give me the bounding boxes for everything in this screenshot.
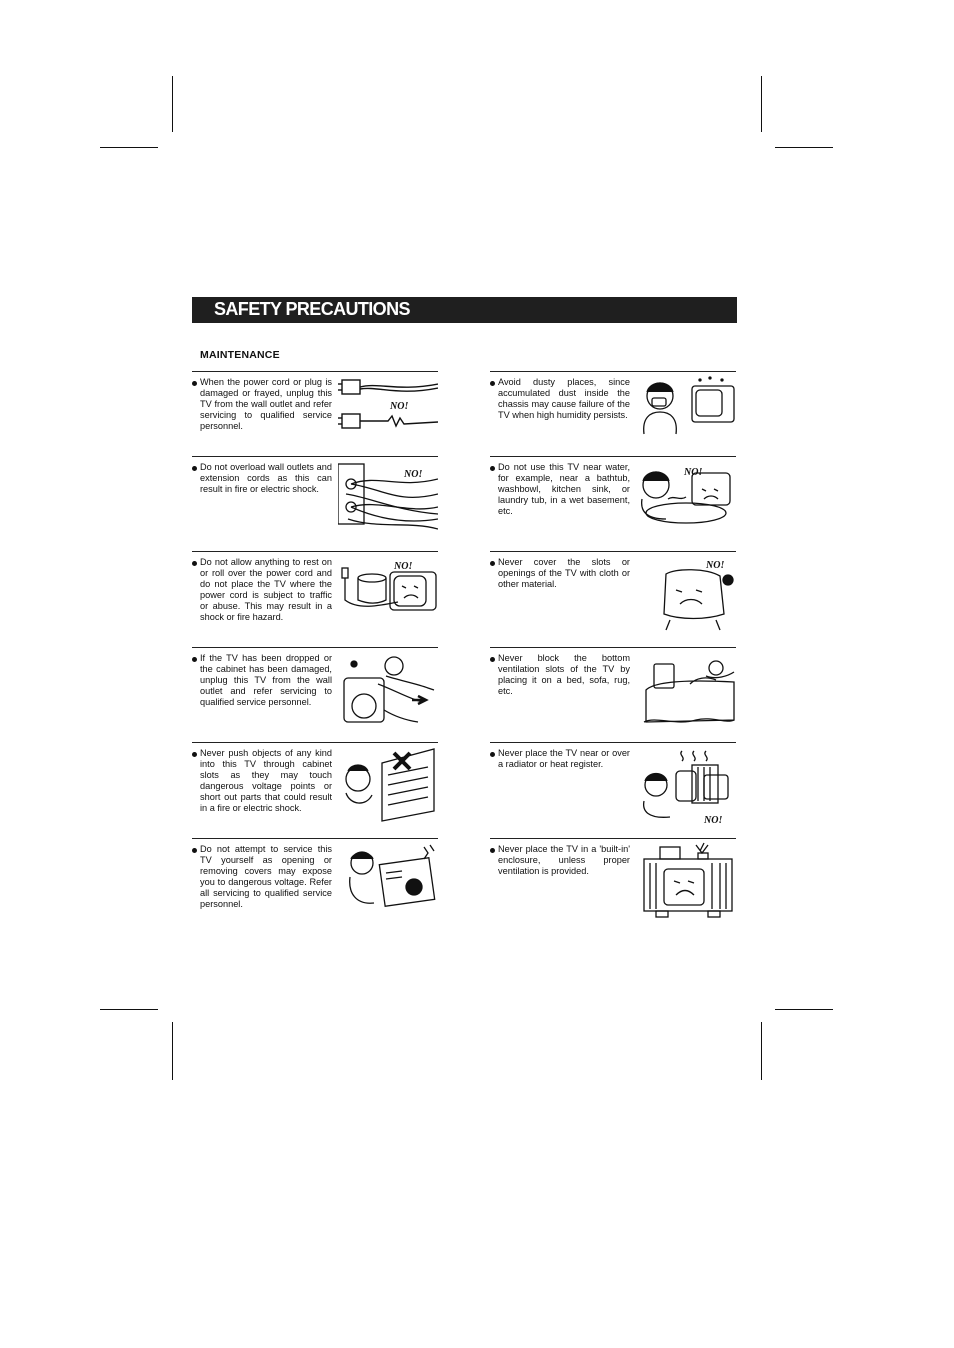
precaution-item <box>490 647 736 742</box>
bullet-icon <box>490 752 495 757</box>
crop-mark <box>775 1009 833 1010</box>
precaution-item <box>490 371 736 466</box>
crop-mark <box>761 1022 762 1080</box>
covered-tv-illustration <box>636 554 736 640</box>
precaution-item <box>490 838 736 933</box>
no-label: NO! <box>390 401 409 412</box>
precaution-item <box>192 551 438 646</box>
near-radiator-illustration <box>636 745 736 831</box>
dusty-place-illustration <box>636 374 736 460</box>
precaution-text: Do not attempt to service this TV yourself as opening or removing covers may expose you to dangerous voltage. Refer all servicing to qualified service personnel. <box>200 844 332 910</box>
bullet-icon <box>192 381 197 386</box>
precaution-text: Never block the bottom ventilation slots of the TV by placing it on a bed, sofa, rug, etc. <box>498 653 630 697</box>
bullet-icon <box>490 381 495 386</box>
crop-mark <box>172 76 173 132</box>
crop-mark <box>100 1009 158 1010</box>
near-water-illustration <box>636 459 736 545</box>
no-label: NO! <box>684 467 703 478</box>
precaution-text: Do not allow anything to rest on or roll over the power cord and do not place the TV where the power cord is subject to traffic or abuse. This may result in a shock or fire hazard. <box>200 557 332 623</box>
bullet-icon <box>192 752 197 757</box>
precaution-item <box>192 838 438 933</box>
precaution-text: Do not use this TV near water, for example, near a bathtub, washbowl, kitchen sink, or laundry tub, in a wet basement, etc. <box>498 462 630 517</box>
page-title: SAFETY PRECAUTIONS <box>214 299 410 319</box>
bullet-icon <box>490 466 495 471</box>
built-in-enclosure-illustration <box>636 841 736 927</box>
no-label: NO! <box>404 469 423 480</box>
dropped-tv-illustration <box>338 650 438 736</box>
precaution-item <box>192 742 438 837</box>
bullet-icon <box>490 657 495 662</box>
precaution-text: Never place the TV near or over a radiator or heat register. <box>498 748 630 770</box>
crop-mark <box>761 76 762 132</box>
crop-mark <box>172 1022 173 1080</box>
precaution-item <box>490 456 736 551</box>
precaution-text: Never push objects of any kind into this TV through cabinet slots as they may touch dangerous voltage points or short out parts that could result in a fire or electric shock. <box>200 748 332 814</box>
no-label: NO! <box>704 815 723 826</box>
precaution-item <box>192 456 438 551</box>
overloaded-outlet-illustration <box>338 459 438 545</box>
precaution-text: Never place the TV in a 'built-in' enclosure, unless proper ventilation is provided. <box>498 844 630 877</box>
cord-under-object-illustration <box>338 554 438 640</box>
crop-mark <box>100 147 158 148</box>
precaution-text: Never cover the slots or openings of the TV with cloth or other material. <box>498 557 630 590</box>
title-banner <box>192 297 737 323</box>
no-label: NO! <box>394 561 413 572</box>
precaution-item <box>490 742 736 837</box>
section-title: MAINTENANCE <box>200 349 280 361</box>
objects-in-slots-illustration <box>338 745 438 831</box>
bullet-icon <box>490 561 495 566</box>
crop-mark <box>775 147 833 148</box>
precaution-text: Do not overload wall outlets and extension cords as this can result in fire or electric shock. <box>200 462 332 495</box>
precaution-text: When the power cord or plug is damaged or frayed, unplug this TV from the wall outlet and refer servicing to qualified service personnel. <box>200 377 332 432</box>
tv-on-bed-illustration <box>636 650 736 736</box>
precaution-item <box>192 647 438 742</box>
precaution-item <box>490 551 736 646</box>
bullet-icon <box>192 657 197 662</box>
self-service-illustration <box>338 841 438 927</box>
damaged-plug-illustration <box>338 374 438 460</box>
bullet-icon <box>192 561 197 566</box>
bullet-icon <box>192 848 197 853</box>
bullet-icon <box>192 466 197 471</box>
precaution-text: If the TV has been dropped or the cabinet has been damaged, unplug this TV from the wall outlet and refer servicing to qualified service personnel. <box>200 653 332 708</box>
bullet-icon <box>490 848 495 853</box>
precaution-item <box>192 371 438 466</box>
precaution-text: Avoid dusty places, since accumulated dust inside the chassis may cause failure of the TV when high humidity persists. <box>498 377 630 421</box>
no-label: NO! <box>706 560 725 571</box>
